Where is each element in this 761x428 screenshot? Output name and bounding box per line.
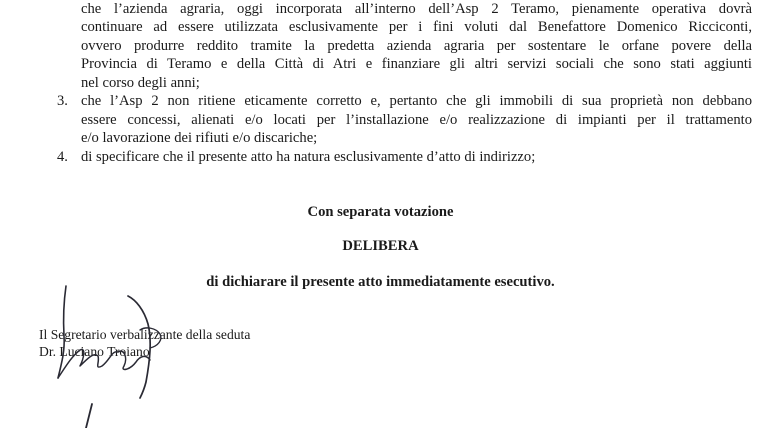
signature-stroke xyxy=(118,351,150,369)
item-2-line-3: ovvero produrre reddito tramite la predetta azienda agraria per sostentare le orfane povere della xyxy=(81,38,752,54)
signature-stroke xyxy=(128,296,150,398)
item-2-line-2: continuare ad essere utilizzata esclusivamente per i fini voluti dal Benefattore Domenico Ricciconti, xyxy=(81,19,752,35)
vote-heading: Con separata votazione xyxy=(307,204,454,220)
signature-stroke xyxy=(86,404,92,428)
item-3-line-2: essere concessi, alienati e/o locati per l’installazione e/o realizzazione di impianti per il trattamento xyxy=(81,112,752,128)
item-3-number: 3. xyxy=(57,93,68,109)
item-3-line-3: e/o lavorazione dei rifiuti e/o discariche; xyxy=(81,130,318,146)
signature-stroke xyxy=(58,349,118,378)
item-2-line-1: che l’azienda agraria, oggi incorporata all’interno dell’Asp 2 Teramo, pienamente operativa dovrà xyxy=(81,1,752,17)
item-3-line-1: che l’Asp 2 non ritiene eticamente corretto e, pertanto che gli immobili di sua proprietà non debbano xyxy=(81,93,752,109)
item-2-line-4: Provincia di Teramo e della Città di Atri e finanziare gli altri servizi sociali che sono stati aggiunti xyxy=(81,56,752,72)
resolution-text: di dichiarare il presente atto immediatamente esecutivo. xyxy=(206,274,555,290)
item-4-number: 4. xyxy=(57,149,68,165)
signature-stroke xyxy=(58,286,66,378)
secretary-name: Dr. Luciano Troiano xyxy=(39,344,150,359)
item-4-line-1: di specificare che il presente atto ha natura esclusivamente d’atto di indirizzo; xyxy=(81,149,536,165)
item-2-line-5: nel corso degli anni; xyxy=(81,75,200,91)
secretary-role: Il Segretario verbalizzante della seduta xyxy=(39,327,251,342)
delibera-heading: DELIBERA xyxy=(342,238,419,254)
